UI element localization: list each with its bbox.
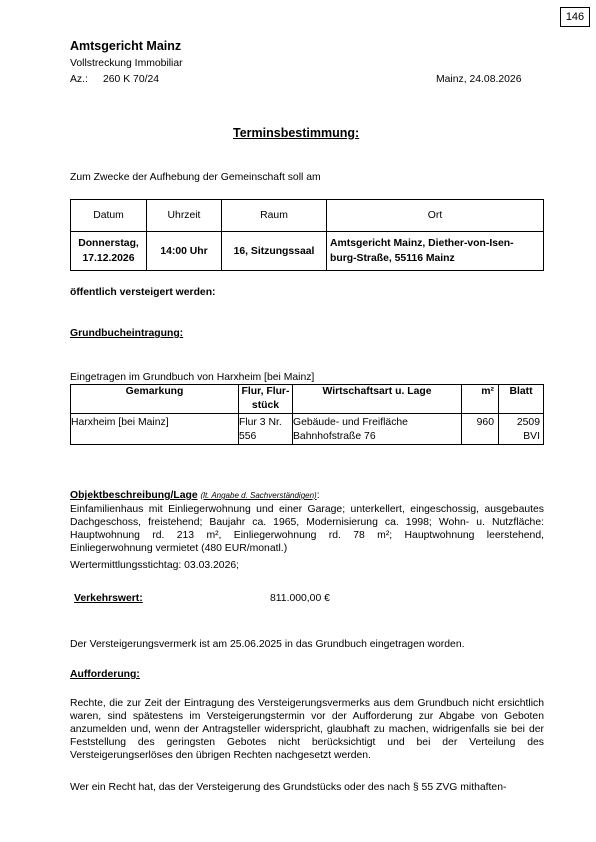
col-flur-line1: Flur, Flur- bbox=[241, 386, 290, 397]
termin-time: 14:00 Uhr bbox=[147, 232, 222, 271]
termin-room: 16, Sitzungssaal bbox=[222, 232, 327, 271]
termin-header-row bbox=[71, 200, 544, 232]
header-datum: Datum bbox=[71, 200, 147, 232]
grundbuch-intro: Eingetragen im Grundbuch von Harxheim [bei Mainz] bbox=[70, 372, 315, 383]
aufforderung-last-line: Wer ein Recht hat, das der Versteigerung des Grundstücks oder des nach § 55 ZVG mithaften- bbox=[70, 782, 507, 793]
vermerk-text: Der Versteigerungsvermerk ist am 25.06.2025 in das Grundbuch eingetragen worden. bbox=[70, 639, 465, 650]
objekt-description: Einfamilienhaus mit Einliegerwohnung und einer Garage; unterkellert, eingeschossig, ausgebautes Dachgeschoss, freistehend; Baujahr ca. 1965, Modernisierung ca. 1998; Wohn- u. Nutzfläche: Hauptwohnung rd. 213 m², Einliegerwohnung rd. 78 m²; Hauptwohnung leerstehend, Einliegerwohnung vermietet (480 EUR/monatl.) bbox=[70, 504, 544, 554]
col-flur-line2: stück bbox=[251, 400, 280, 411]
header-raum: Raum bbox=[222, 200, 327, 232]
cell-blatt-line1: 2509 bbox=[516, 417, 540, 428]
grundbuch-header-row bbox=[71, 385, 544, 414]
col-gemarkung: Gemarkung bbox=[71, 385, 239, 414]
col-m2: m² bbox=[462, 385, 499, 414]
cell-flur-line2: 556 bbox=[239, 431, 257, 442]
intro-text: Zum Zwecke der Aufhebung der Gemeinschaft soll am bbox=[70, 172, 321, 183]
objekt-heading-colon: : bbox=[316, 490, 320, 501]
grundbuch-heading: Grundbucheintragung: bbox=[70, 328, 184, 339]
cell-blatt bbox=[499, 414, 544, 445]
cell-gemarkung: Harxheim [bei Mainz] bbox=[71, 417, 169, 428]
objekt-heading-label: Objektbeschreibung/Lage bbox=[70, 490, 198, 501]
termin-date-line2: 17.12.2026 bbox=[82, 253, 135, 264]
col-wirtschaftsart: Wirtschaftsart u. Lage bbox=[293, 385, 462, 414]
grundbuch-data-row bbox=[71, 414, 544, 445]
az-label: Az.: bbox=[70, 74, 88, 85]
page-number-box: 146 bbox=[560, 7, 590, 27]
verkehrswert-value: 811.000,00 € bbox=[270, 593, 330, 604]
auction-statement: öffentlich versteigert werden: bbox=[70, 287, 216, 298]
cell-flur-line1: Flur 3 Nr. bbox=[239, 417, 282, 428]
court-name: Amtsgericht Mainz bbox=[70, 39, 182, 53]
cell-blatt-line2: BVI bbox=[523, 431, 540, 442]
department-name: Vollstreckung Immobiliar bbox=[70, 58, 183, 69]
verkehrswert-label: Verkehrswert: bbox=[74, 593, 143, 604]
objekt-heading-note: (lt. Angabe d. Sachverständigen) bbox=[200, 491, 317, 500]
termin-place bbox=[327, 232, 544, 271]
termin-date-line1: Donnerstag, bbox=[78, 238, 139, 249]
cell-wirtschaftsart-line2: Bahnhofstraße 76 bbox=[293, 431, 376, 442]
aufforderung-heading: Aufforderung: bbox=[70, 669, 140, 680]
header-uhrzeit: Uhrzeit bbox=[147, 200, 222, 232]
header-ort: Ort bbox=[327, 200, 544, 232]
place-date: Mainz, 24.08.2026 bbox=[436, 74, 522, 85]
grundbuch-table bbox=[70, 384, 544, 445]
objekt-heading bbox=[70, 489, 320, 502]
cell-flur bbox=[239, 414, 293, 445]
col-blatt: Blatt bbox=[499, 385, 544, 414]
termin-date bbox=[71, 232, 147, 271]
cell-m2: 960 bbox=[462, 414, 499, 445]
termin-value-row bbox=[71, 232, 544, 271]
case-number: 260 K 70/24 bbox=[103, 74, 160, 85]
aufforderung-text: Rechte, die zur Zeit der Eintragung des Versteigerungsvermerks aus dem Grundbuch nicht ersichtlich waren, sind spätestens im Versteigerungstermin vor der Aufforderung zur Abgabe von Geboten anzumelden und, wenn der Antragsteller widerspricht, glaubhaft zu machen, widrigenfalls sie bei der Feststellung des geringsten Gebotes nicht berücksichtigt und bei der Verteilung des Versteigerungserlöses den übrigen Rechten nachgesetzt werden. bbox=[70, 698, 544, 761]
cell-wirtschaftsart bbox=[293, 414, 462, 445]
col-flur bbox=[239, 385, 293, 414]
termin-place-line1: Amtsgericht Mainz, Diether-von-Isen- bbox=[330, 238, 514, 249]
wertermittlungsstichtag: Wertermittlungsstichtag: 03.03.2026; bbox=[70, 560, 240, 571]
document-title: Terminsbestimmung: bbox=[233, 126, 360, 140]
cell-wirtschaftsart-line1: Gebäude- und Freifläche bbox=[293, 417, 408, 428]
termin-table bbox=[70, 199, 544, 271]
termin-place-line2: burg-Straße, 55116 Mainz bbox=[330, 253, 455, 264]
